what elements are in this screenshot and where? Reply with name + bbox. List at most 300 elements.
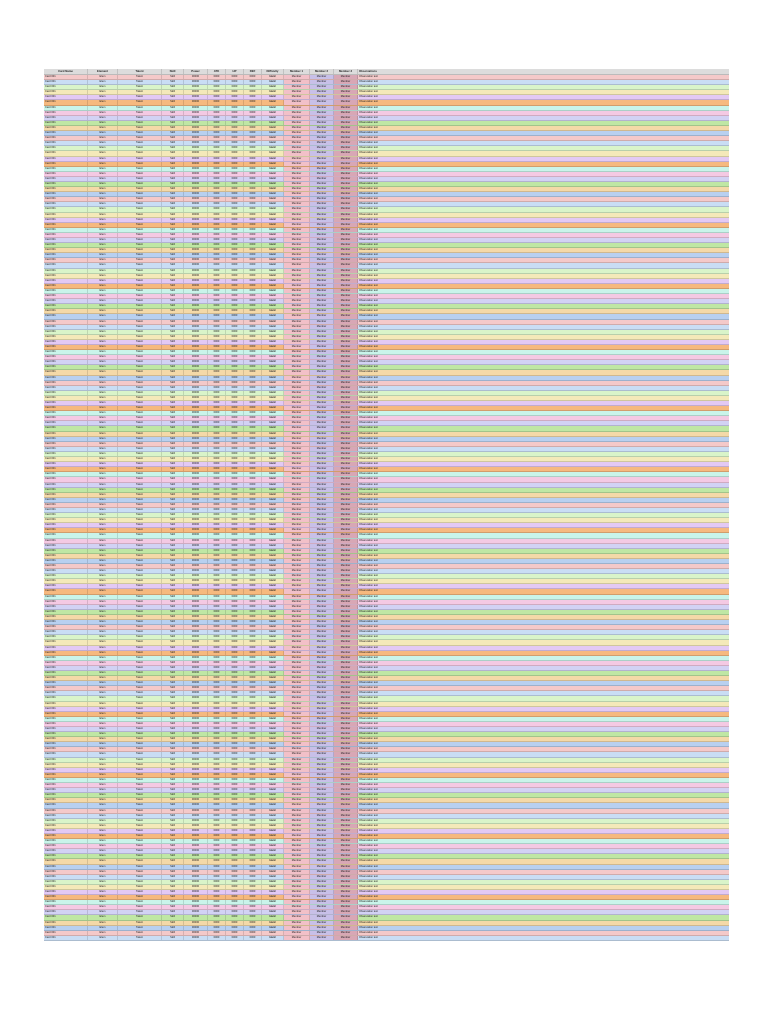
cell-skill: Skill (162, 396, 184, 400)
cell-card-name: Card 001 (44, 788, 88, 792)
cell-hp: 0000 (226, 320, 244, 324)
cell-power: 00000 (184, 472, 208, 476)
cell-card-name: Card 001 (44, 620, 88, 624)
cell-hp: 0000 (226, 849, 244, 853)
cell-power: 00000 (184, 890, 208, 894)
cell-skill: Skill (162, 447, 184, 451)
cell-member-2: Member (310, 131, 334, 135)
cell-member-2: Member (310, 610, 334, 614)
cell-member-2: Member (310, 320, 334, 324)
cell-power: 00000 (184, 895, 208, 899)
cell-observations: Observation text (358, 401, 729, 405)
cell-power: 00000 (184, 177, 208, 181)
cell-atk: 0000 (208, 905, 226, 909)
cell-member-3: Member (334, 600, 358, 604)
cell-skill: Skill (162, 620, 184, 624)
cell-member-2: Member (310, 625, 334, 629)
cell-difficulty: Hard (262, 106, 284, 110)
cell-atk: 0000 (208, 320, 226, 324)
cell-card-name: Card 001 (44, 376, 88, 380)
cell-card-name: Card 001 (44, 85, 88, 89)
cell-difficulty: Hard (262, 213, 284, 217)
cell-def: 0000 (244, 218, 262, 222)
cell-power: 00000 (184, 151, 208, 155)
cell-hp: 0000 (226, 656, 244, 660)
cell-skill: Skill (162, 803, 184, 807)
cell-def: 0000 (244, 854, 262, 858)
cell-atk: 0000 (208, 742, 226, 746)
cell-difficulty: Hard (262, 691, 284, 695)
cell-talent: Talent (118, 493, 162, 497)
cell-observations: Observation text (358, 116, 729, 120)
cell-element: Elem (88, 111, 118, 115)
cell-element: Elem (88, 146, 118, 150)
cell-element: Elem (88, 416, 118, 420)
cell-skill: Skill (162, 503, 184, 507)
cell-observations: Observation text (358, 498, 729, 502)
cell-skill: Skill (162, 116, 184, 120)
cell-talent: Talent (118, 121, 162, 125)
cell-hp: 0000 (226, 411, 244, 415)
cell-member-3: Member (334, 686, 358, 690)
cell-element: Elem (88, 605, 118, 609)
cell-talent: Talent (118, 386, 162, 390)
cell-hp: 0000 (226, 248, 244, 252)
cell-observations: Observation text (358, 488, 729, 492)
cell-observations: Observation text (358, 284, 729, 288)
cell-member-3: Member (334, 900, 358, 904)
cell-skill: Skill (162, 202, 184, 206)
cell-hp: 0000 (226, 635, 244, 639)
cell-card-name: Card 001 (44, 635, 88, 639)
cell-difficulty: Hard (262, 758, 284, 762)
cell-observations: Observation text (358, 793, 729, 797)
cell-observations: Observation text (358, 859, 729, 863)
cell-observations: Observation text (358, 885, 729, 889)
cell-hp: 0000 (226, 284, 244, 288)
cell-observations: Observation text (358, 131, 729, 135)
cell-difficulty: Hard (262, 100, 284, 104)
cell-observations: Observation text (358, 579, 729, 583)
cell-member-3: Member (334, 75, 358, 79)
cell-member-1: Member (284, 467, 310, 471)
cell-def: 0000 (244, 732, 262, 736)
cell-observations: Observation text (358, 100, 729, 104)
cell-talent: Talent (118, 187, 162, 191)
cell-skill: Skill (162, 457, 184, 461)
cell-member-3: Member (334, 202, 358, 206)
cell-def: 0000 (244, 554, 262, 558)
cell-atk: 0000 (208, 182, 226, 186)
cell-difficulty: Hard (262, 284, 284, 288)
cell-card-name: Card 001 (44, 355, 88, 359)
cell-skill: Skill (162, 905, 184, 909)
cell-element: Elem (88, 269, 118, 273)
cell-skill: Skill (162, 223, 184, 227)
cell-difficulty: Hard (262, 243, 284, 247)
cell-observations: Observation text (358, 707, 729, 711)
cell-observations: Observation text (358, 742, 729, 746)
cell-skill: Skill (162, 722, 184, 726)
cell-member-1: Member (284, 696, 310, 700)
cell-atk: 0000 (208, 131, 226, 135)
cell-card-name: Card 001 (44, 595, 88, 599)
cell-element: Elem (88, 574, 118, 578)
cell-observations: Observation text (358, 223, 729, 227)
cell-talent: Talent (118, 421, 162, 425)
cell-talent: Talent (118, 299, 162, 303)
cell-def: 0000 (244, 798, 262, 802)
cell-skill: Skill (162, 900, 184, 904)
cell-def: 0000 (244, 197, 262, 201)
cell-power: 00000 (184, 396, 208, 400)
cell-member-3: Member (334, 712, 358, 716)
cell-card-name: Card 001 (44, 100, 88, 104)
cell-power: 00000 (184, 172, 208, 176)
cell-def: 0000 (244, 696, 262, 700)
cell-hp: 0000 (226, 508, 244, 512)
cell-power: 00000 (184, 157, 208, 161)
cell-hp: 0000 (226, 325, 244, 329)
cell-observations: Observation text (358, 483, 729, 487)
cell-difficulty: Hard (262, 228, 284, 232)
cell-member-3: Member (334, 533, 358, 537)
cell-talent: Talent (118, 752, 162, 756)
cell-member-1: Member (284, 671, 310, 675)
cell-power: 00000 (184, 834, 208, 838)
cell-element: Elem (88, 554, 118, 558)
cell-element: Elem (88, 696, 118, 700)
cell-hp: 0000 (226, 85, 244, 89)
cell-element: Elem (88, 162, 118, 166)
cell-card-name: Card 001 (44, 442, 88, 446)
cell-def: 0000 (244, 508, 262, 512)
cell-atk: 0000 (208, 829, 226, 833)
cell-element: Elem (88, 712, 118, 716)
cell-observations: Observation text (358, 238, 729, 242)
cell-card-name: Card 001 (44, 406, 88, 410)
cell-member-2: Member (310, 106, 334, 110)
cell-member-3: Member (334, 651, 358, 655)
cell-hp: 0000 (226, 717, 244, 721)
cell-skill: Skill (162, 263, 184, 267)
cell-member-1: Member (284, 513, 310, 517)
cell-talent: Talent (118, 722, 162, 726)
cell-atk: 0000 (208, 360, 226, 364)
cell-power: 00000 (184, 936, 208, 940)
cell-member-3: Member (334, 610, 358, 614)
cell-hp: 0000 (226, 462, 244, 466)
cell-atk: 0000 (208, 809, 226, 813)
cell-member-1: Member (284, 809, 310, 813)
cell-def: 0000 (244, 625, 262, 629)
cell-skill: Skill (162, 696, 184, 700)
cell-member-1: Member (284, 931, 310, 935)
cell-power: 00000 (184, 197, 208, 201)
cell-member-3: Member (334, 391, 358, 395)
cell-card-name: Card 001 (44, 584, 88, 588)
cell-card-name: Card 001 (44, 646, 88, 650)
cell-def: 0000 (244, 335, 262, 339)
cell-hp: 0000 (226, 213, 244, 217)
cell-card-name: Card 001 (44, 559, 88, 563)
cell-def: 0000 (244, 722, 262, 726)
cell-member-2: Member (310, 635, 334, 639)
cell-hp: 0000 (226, 696, 244, 700)
cell-observations: Observation text (358, 248, 729, 252)
cell-atk: 0000 (208, 294, 226, 298)
cell-hp: 0000 (226, 890, 244, 894)
cell-hp: 0000 (226, 136, 244, 140)
cell-def: 0000 (244, 707, 262, 711)
cell-power: 00000 (184, 111, 208, 115)
cell-difficulty: Hard (262, 666, 284, 670)
cell-talent: Talent (118, 717, 162, 721)
cell-difficulty: Hard (262, 289, 284, 293)
cell-skill: Skill (162, 839, 184, 843)
cell-def: 0000 (244, 905, 262, 909)
cell-element: Elem (88, 493, 118, 497)
cell-skill: Skill (162, 350, 184, 354)
cell-member-1: Member (284, 595, 310, 599)
cell-observations: Observation text (358, 595, 729, 599)
cell-observations: Observation text (358, 90, 729, 94)
cell-talent: Talent (118, 870, 162, 874)
cell-member-3: Member (334, 635, 358, 639)
cell-def: 0000 (244, 579, 262, 583)
cell-element: Elem (88, 238, 118, 242)
cell-power: 00000 (184, 355, 208, 359)
cell-member-3: Member (334, 569, 358, 573)
cell-power: 00000 (184, 788, 208, 792)
cell-element: Elem (88, 803, 118, 807)
cell-hp: 0000 (226, 335, 244, 339)
cell-hp: 0000 (226, 340, 244, 344)
cell-atk: 0000 (208, 192, 226, 196)
cell-observations: Observation text (358, 870, 729, 874)
cell-observations: Observation text (358, 549, 729, 553)
cell-card-name: Card 001 (44, 615, 88, 619)
cell-card-name: Card 001 (44, 702, 88, 706)
cell-atk: 0000 (208, 859, 226, 863)
cell-skill: Skill (162, 544, 184, 548)
cell-talent: Talent (118, 569, 162, 573)
cell-observations: Observation text (358, 865, 729, 869)
cell-member-2: Member (310, 844, 334, 848)
cell-hp: 0000 (226, 401, 244, 405)
cell-element: Elem (88, 396, 118, 400)
cell-difficulty: Hard (262, 651, 284, 655)
cell-talent: Talent (118, 498, 162, 502)
cell-power: 00000 (184, 213, 208, 217)
cell-member-2: Member (310, 630, 334, 634)
cell-member-3: Member (334, 228, 358, 232)
cell-element: Elem (88, 294, 118, 298)
cell-hp: 0000 (226, 783, 244, 787)
cell-def: 0000 (244, 518, 262, 522)
cell-hp: 0000 (226, 447, 244, 451)
cell-def: 0000 (244, 121, 262, 125)
cell-talent: Talent (118, 798, 162, 802)
cell-element: Elem (88, 910, 118, 914)
cell-card-name: Card 001 (44, 814, 88, 818)
cell-difficulty: Hard (262, 233, 284, 237)
cell-card-name: Card 001 (44, 299, 88, 303)
cell-hp: 0000 (226, 406, 244, 410)
cell-skill: Skill (162, 416, 184, 420)
cell-hp: 0000 (226, 539, 244, 543)
cell-member-2: Member (310, 809, 334, 813)
cell-difficulty: Hard (262, 223, 284, 227)
cell-atk: 0000 (208, 472, 226, 476)
cell-member-2: Member (310, 223, 334, 227)
cell-atk: 0000 (208, 559, 226, 563)
cell-hp: 0000 (226, 314, 244, 318)
cell-difficulty: Hard (262, 605, 284, 609)
cell-card-name: Card 001 (44, 589, 88, 593)
cell-element: Elem (88, 263, 118, 267)
cell-member-1: Member (284, 146, 310, 150)
cell-observations: Observation text (358, 381, 729, 385)
cell-hp: 0000 (226, 376, 244, 380)
cell-member-2: Member (310, 228, 334, 232)
cell-element: Elem (88, 686, 118, 690)
cell-talent: Talent (118, 167, 162, 171)
cell-observations: Observation text (358, 309, 729, 313)
cell-power: 00000 (184, 921, 208, 925)
cell-element: Elem (88, 824, 118, 828)
cell-skill: Skill (162, 421, 184, 425)
cell-atk: 0000 (208, 722, 226, 726)
cell-hp: 0000 (226, 752, 244, 756)
cell-member-1: Member (284, 289, 310, 293)
cell-element: Elem (88, 426, 118, 430)
cell-atk: 0000 (208, 381, 226, 385)
cell-observations: Observation text (358, 141, 729, 145)
cell-member-1: Member (284, 615, 310, 619)
cell-member-2: Member (310, 121, 334, 125)
cell-talent: Talent (118, 579, 162, 583)
cell-card-name: Card 001 (44, 416, 88, 420)
cell-atk: 0000 (208, 401, 226, 405)
cell-atk: 0000 (208, 207, 226, 211)
cell-atk: 0000 (208, 477, 226, 481)
cell-atk: 0000 (208, 80, 226, 84)
cell-element: Elem (88, 635, 118, 639)
cell-hp: 0000 (226, 80, 244, 84)
cell-member-2: Member (310, 472, 334, 476)
cell-skill: Skill (162, 340, 184, 344)
cell-member-3: Member (334, 625, 358, 629)
cell-talent: Talent (118, 656, 162, 660)
cell-observations: Observation text (358, 936, 729, 940)
cell-difficulty: Hard (262, 865, 284, 869)
cell-element: Elem (88, 279, 118, 283)
cell-card-name: Card 001 (44, 263, 88, 267)
cell-observations: Observation text (358, 686, 729, 690)
cell-element: Elem (88, 223, 118, 227)
cell-card-name: Card 001 (44, 309, 88, 313)
cell-difficulty: Hard (262, 421, 284, 425)
cell-element: Elem (88, 513, 118, 517)
cell-difficulty: Hard (262, 406, 284, 410)
cell-def: 0000 (244, 411, 262, 415)
cell-card-name: Card 001 (44, 304, 88, 308)
cell-atk: 0000 (208, 116, 226, 120)
cell-member-1: Member (284, 910, 310, 914)
cell-card-name: Card 001 (44, 111, 88, 115)
cell-observations: Observation text (358, 350, 729, 354)
cell-member-3: Member (334, 895, 358, 899)
cell-atk: 0000 (208, 910, 226, 914)
cell-card-name: Card 001 (44, 141, 88, 145)
cell-member-3: Member (334, 763, 358, 767)
cell-element: Elem (88, 472, 118, 476)
table-row[interactable] (44, 936, 729, 941)
cell-member-2: Member (310, 314, 334, 318)
cell-difficulty: Hard (262, 528, 284, 532)
cell-hp: 0000 (226, 498, 244, 502)
cell-observations: Observation text (358, 926, 729, 930)
cell-member-3: Member (334, 355, 358, 359)
cell-skill: Skill (162, 589, 184, 593)
cell-card-name: Card 001 (44, 803, 88, 807)
cell-observations: Observation text (358, 294, 729, 298)
cell-card-name: Card 001 (44, 849, 88, 853)
cell-difficulty: Hard (262, 467, 284, 471)
cell-member-3: Member (334, 345, 358, 349)
cell-element: Elem (88, 350, 118, 354)
cell-skill: Skill (162, 686, 184, 690)
cell-hp: 0000 (226, 559, 244, 563)
cell-member-3: Member (334, 111, 358, 115)
cell-hp: 0000 (226, 426, 244, 430)
cell-hp: 0000 (226, 355, 244, 359)
cell-member-2: Member (310, 309, 334, 313)
cell-member-2: Member (310, 671, 334, 675)
cell-hp: 0000 (226, 126, 244, 130)
header-skill: Skill (162, 69, 184, 74)
cell-talent: Talent (118, 788, 162, 792)
cell-power: 00000 (184, 778, 208, 782)
cell-talent: Talent (118, 824, 162, 828)
cell-member-2: Member (310, 681, 334, 685)
cell-atk: 0000 (208, 330, 226, 334)
cell-member-3: Member (334, 691, 358, 695)
cell-talent: Talent (118, 890, 162, 894)
cell-member-1: Member (284, 197, 310, 201)
cell-member-1: Member (284, 391, 310, 395)
cell-member-2: Member (310, 90, 334, 94)
cell-hp: 0000 (226, 844, 244, 848)
cell-member-2: Member (310, 742, 334, 746)
cell-def: 0000 (244, 814, 262, 818)
cell-observations: Observation text (358, 528, 729, 532)
cell-card-name: Card 001 (44, 284, 88, 288)
cell-talent: Talent (118, 589, 162, 593)
cell-card-name: Card 001 (44, 681, 88, 685)
cell-power: 00000 (184, 289, 208, 293)
cell-member-1: Member (284, 90, 310, 94)
cell-element: Elem (88, 834, 118, 838)
cell-skill: Skill (162, 442, 184, 446)
cell-talent: Talent (118, 696, 162, 700)
cell-atk: 0000 (208, 248, 226, 252)
cell-element: Elem (88, 895, 118, 899)
cell-observations: Observation text (358, 432, 729, 436)
cell-observations: Observation text (358, 416, 729, 420)
cell-element: Elem (88, 483, 118, 487)
